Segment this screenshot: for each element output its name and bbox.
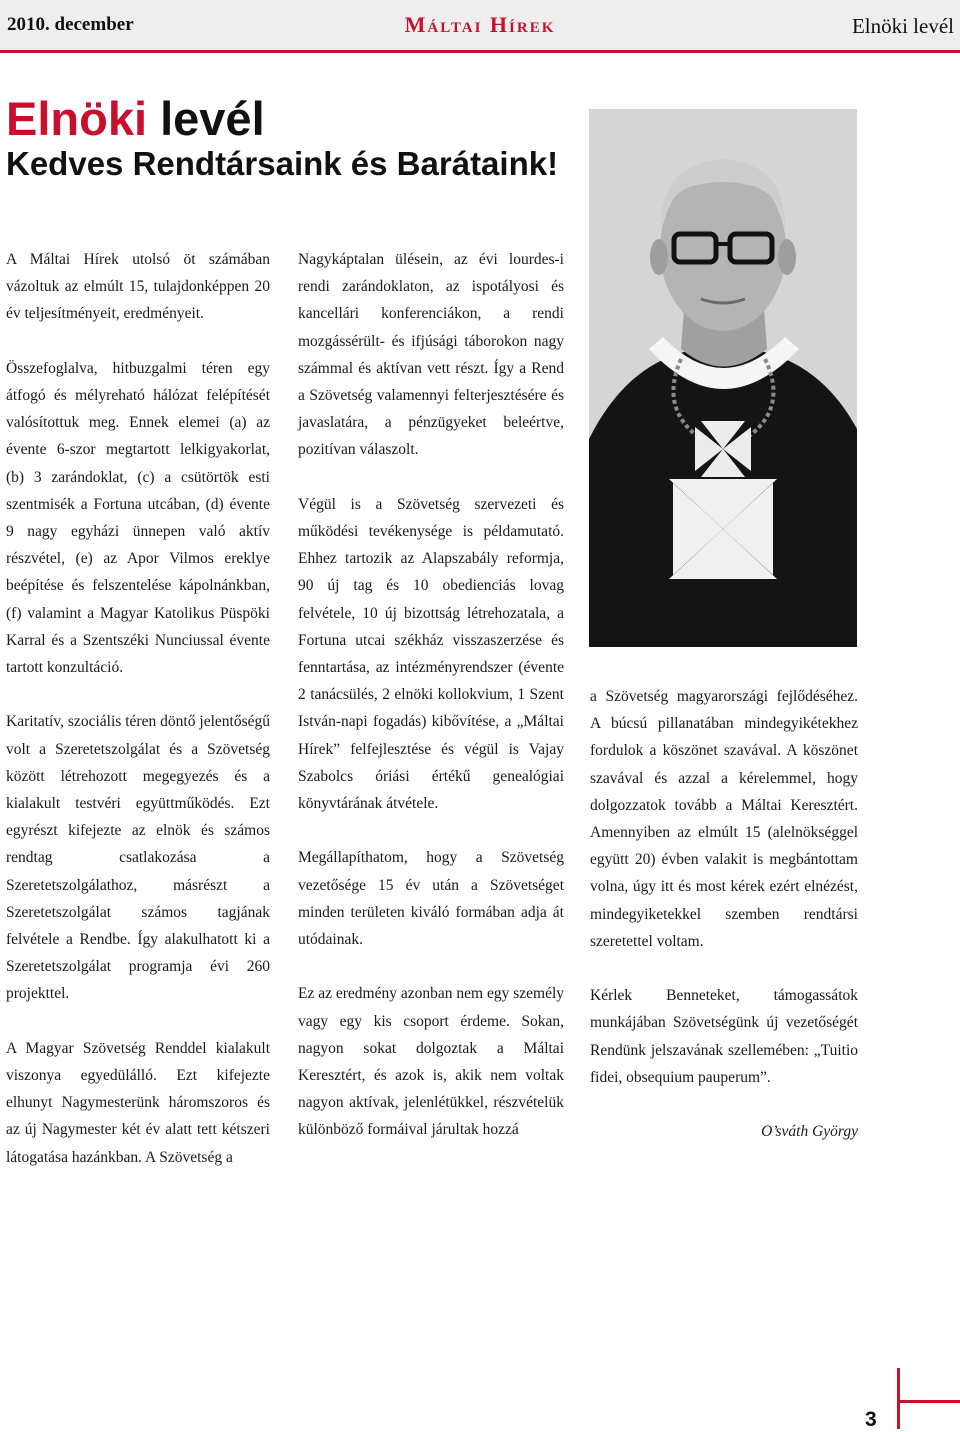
paragraph: Összefoglalva, hitbuzgalmi téren egy átfogó és mélyreható hálózat felépítését valósítottuk meg. Ennek elemei (a) az évente 6-szor megtartott lelkigyakorlat, (b) 3 zarándoklat, (c) a csütörtök esti szentmisék a Fortuna utcában, (d) évente 9 nagy egyházi ünnepen való aktív részvétel, (e) az Apor Vilmos ereklye beépítése és felszentelése kápolnánkban, (f) valamint a Magyar Katolikus Püspöki Karral és a Szentszéki Nunciussal évente tartott konzultáció. [6,359,270,677]
paragraph: Karitatív, szociális téren döntő jelentőségű volt a Szeretetszolgálat és a Szövetség között létrehozott megegyezés és a kialakult testvéri együttműködés. Ezt egyrészt kifejezte az elnök és számos rendtag csatlakozása a Szeretetszolgálathoz, másrészt a Szeretetszolgálat számos tagjának felvétele a Rendbe. Így alakulhatott ki a Szeretetszolgálat programja évi 260 projekttel. [6,713,270,1003]
portrait-photo [589,109,857,647]
page-header [0,0,960,50]
section-name: Elnöki levél [851,14,954,38]
text-column-2 [298,246,564,1171]
paragraph: Kérlek Benneteket, támogassátok munkájában Szövetségünk új vezetőségét Rendünk jelszavának szellemében: „Tuitio fidei, obsequium pauperum”. [590,987,858,1086]
paragraph: Ez az eredmény azonban nem egy személy vagy egy kis csoport érdeme. Sokan, nagyon sokat dolgoztak a Máltai Keresztért, és azok is, akik nem voltak nagyon aktívak, jelenlétükkel, részvételük különböző formáival járultak hozzá [298,985,564,1139]
issue-date: 2010. december [7,14,134,35]
signature: O’sváth György [761,1123,858,1141]
paragraph: a Szövetség magyarországi fejlődéséhez. A búcsú pillanatában mindegyikétekhez fordulok a köszönet szavával. A köszönet szavával és azzal a kérelemmel, hogy dolgozzatok tovább a Máltai Keresztért. Amennyiben az elmúlt 15 (alelnökséggel együtt 20) évben valakit is megbántottam volna, úgy itt és most kérek ezért elnézést, mindegyiketekkel szemben rendtársi szeretettel voltam. [590,688,858,950]
paragraph: A Máltai Hírek utolsó öt számában vázoltuk az elmúlt 15, tulajdonképpen 20 év teljesítményeit, eredményeit. [6,251,270,323]
text-column-1 [6,246,270,1198]
article-title-part2: levél [160,92,265,145]
magazine-name: Máltai Hírek [404,12,556,37]
paragraph: Nagykáptalan ülésein, az évi lourdes-i rendi zarándoklaton, az ispotályosi és kancellári konferenciákon, a rendi mozgássérült- és ifjúsági táborokon nagy számmal és aktívan vett részt. Így a Rend a Szövetség valamennyi felterjesztésére és javaslatára, a pénzügyeket beleértve, pozitívan válaszolt. [298,251,564,459]
corner-mark-vertical [897,1368,900,1429]
article-title-part1: Elnöki [6,92,148,145]
page-number: 3 [865,1408,877,1431]
paragraph: Végül is a Szövetség szervezeti és működési tevékenysége is példamutató. Ehhez tartozik az Alapszabály reformja, 90 új tag és 10 obedienciás lovag felvétele, 10 új bizottság létrehozatala, a Fortuna utcai székház visszaszerzése és fenntartása, az intézményrendszer (évente 2 tanácsülés, 2 elnöki kollokvium, 1 Szent István-napi fogadás) kibővítése, a „Máltai Hírek” felfejlesztése és végül is Vajay Szabolcs óriási értékű genealógiai könyvtárának átvétele. [298,495,564,813]
paragraph: Megállapíthatom, hogy a Szövetség vezetősége 15 év után a Szövetséget minden területen kiváló formában adja át utódainak. [298,849,564,949]
text-column-3 [590,683,858,1173]
paragraph: A Magyar Szövetség Renddel kialakult viszonya egyedülálló. Ezt kifejezte elhunyt Nagymesterünk háromszoros és az új Nagymester két év alatt tett kétszeri látogatása hazánkban. A Szövetség a [6,1039,270,1166]
header-rule [0,50,960,53]
article-subtitle: Kedves Rendtársaink és Barátaink! [6,145,559,182]
corner-mark-horizontal [897,1400,960,1403]
article-title [6,94,265,144]
